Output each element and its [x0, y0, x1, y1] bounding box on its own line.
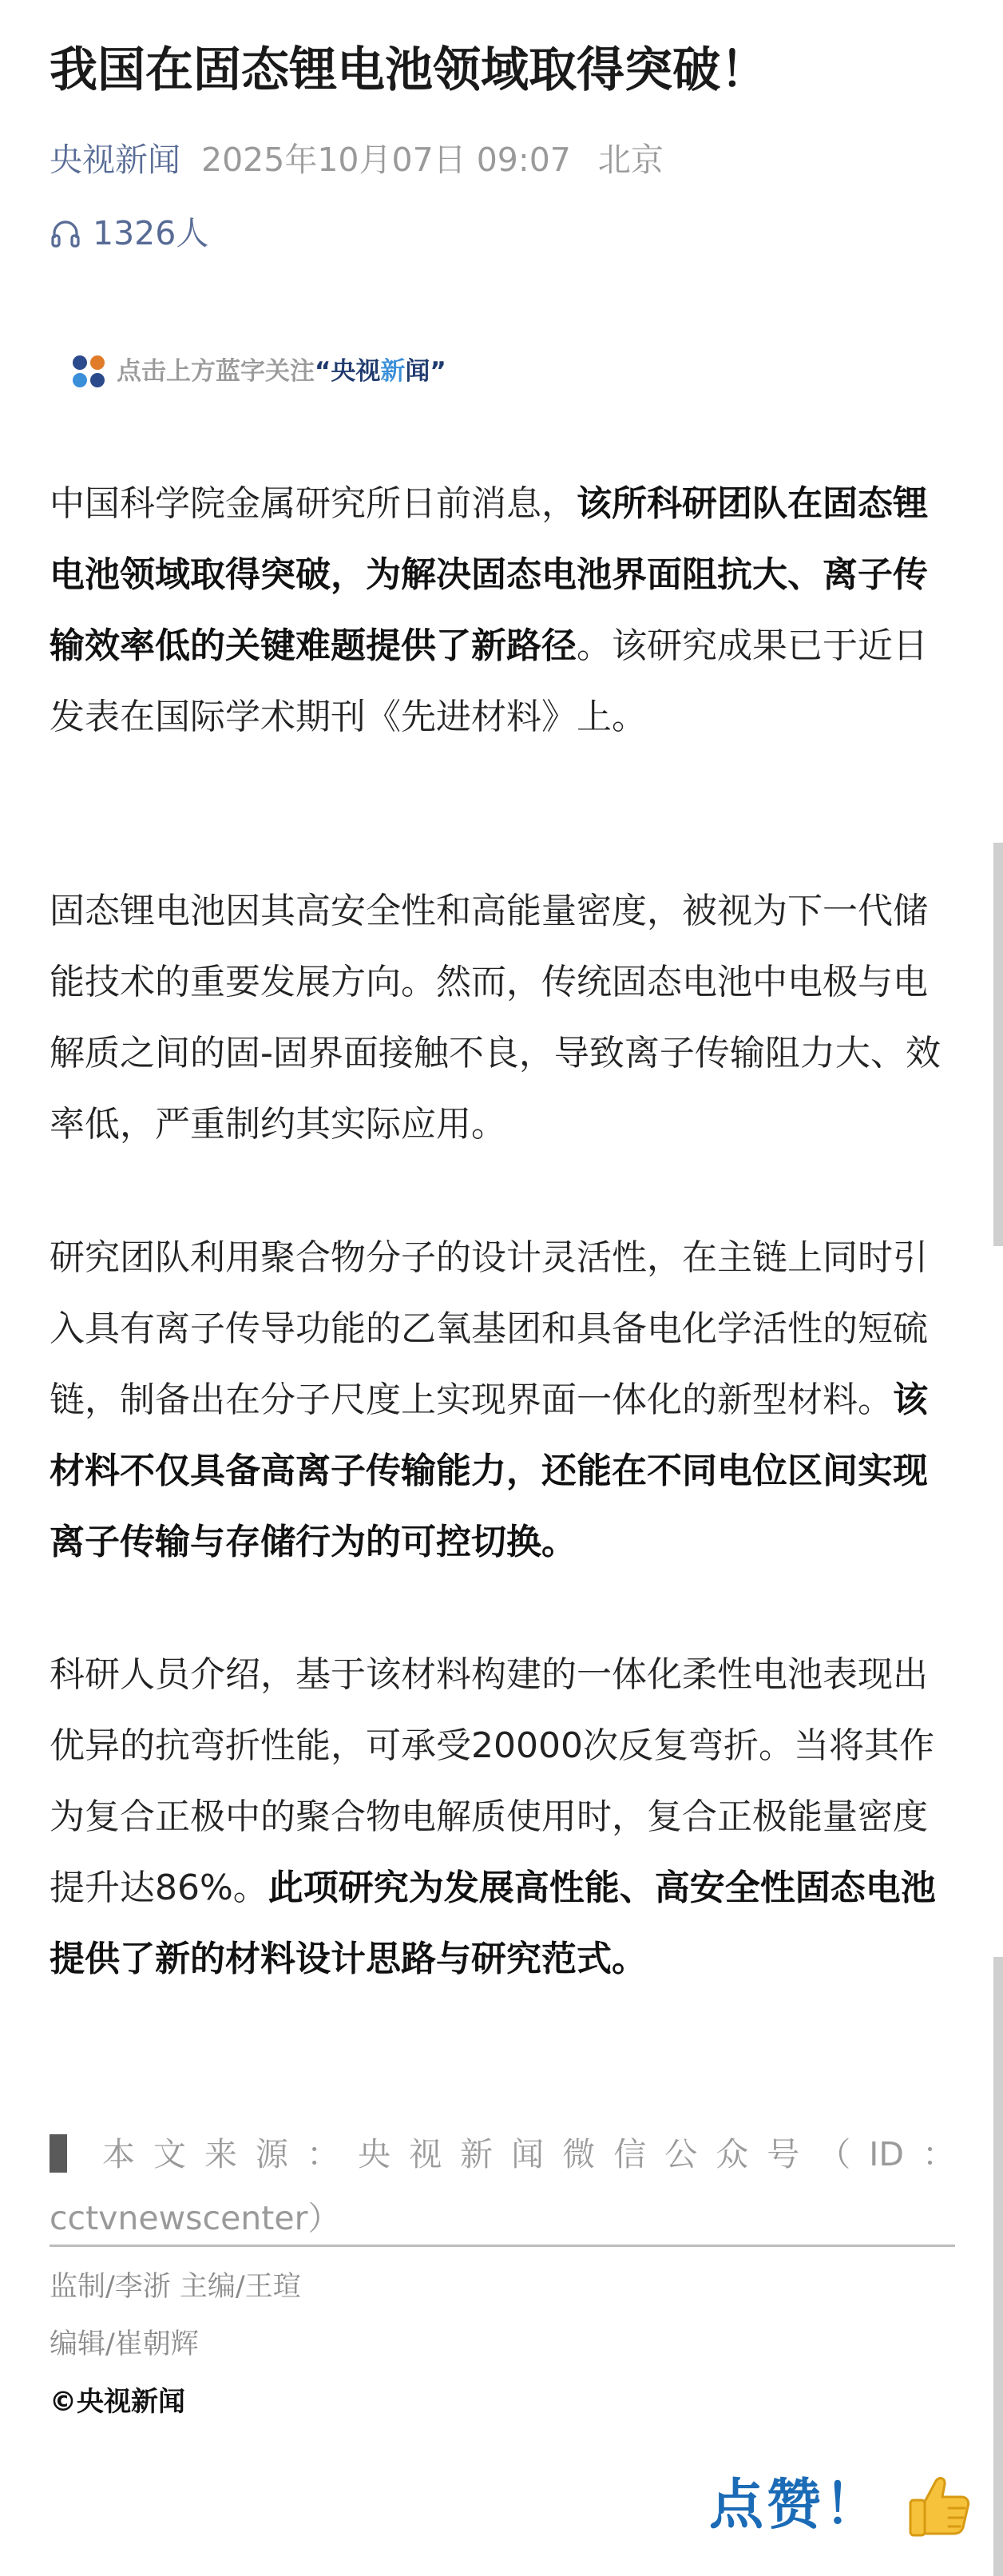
text-segment: 中国科学院金属研究所日前消息，: [50, 483, 577, 524]
follow-banner: [69, 351, 446, 391]
bold-text-segment: 此项研究为发展高性能、高安全性固态电池提供了新的材料设计思路与研究范式。: [50, 1868, 936, 1979]
divider: [50, 2245, 955, 2247]
source-line-2: cctvnewscenter）: [50, 2199, 341, 2237]
cctv-logo-icon: [69, 351, 109, 391]
source-line-1: 本文来源：央视新闻微信公众号（ID：: [102, 2135, 955, 2173]
paragraph-3: [50, 1222, 955, 1578]
text-segment: 固态锂电池因其高安全性和高能量密度，被视为下一代储能技术的重要发展方向。然而，传统固态电池中电极与电解质之间的固-固界面接触不良，导致离子传输阻力大、效率低，严重制约其实际应用。: [50, 891, 941, 1145]
like-label: 点赞！: [709, 2474, 882, 2537]
article-meta: [50, 136, 664, 184]
banner-quote-close: ”: [430, 357, 446, 386]
scrollbar-track-segment[interactable]: [993, 1957, 1003, 2576]
scrollbar-thumb[interactable]: [993, 843, 1003, 1246]
banner-quote-open: “: [315, 357, 331, 386]
banner-brand-a: 央视: [331, 357, 381, 386]
credits-line-1: 监制/李浙 主编/王瑄: [50, 2271, 301, 2303]
text-segment: 科研人员介绍，基于该材料构建的一体化柔性电池表现出优异的抗弯折性能，可承受20000次反复弯折。当将其作为复合正极中的聚合物电解质使用时，复合正极能量密度提升达86%。: [50, 1654, 934, 1908]
article-title: 我国在固态锂电池领域取得突破！: [50, 42, 768, 98]
banner-text: 点击上方蓝字关注: [117, 357, 315, 386]
paragraph-2: [50, 875, 955, 1160]
source-marker: [50, 2134, 67, 2173]
copyright: ©央视新闻: [50, 2386, 185, 2418]
thumbs-up-icon: [902, 2470, 974, 2542]
publish-date: 2025年10月07日 09:07: [201, 141, 571, 179]
credits-line-2: 编辑/崔朝辉: [50, 2328, 199, 2360]
bold-text-segment: 该所科研团队在固态锂电池领域取得突破，为解决固态电池界面阻抗大、离子传输效率低的关键难题提供了新路径: [50, 483, 928, 666]
banner-brand-b: 新: [380, 357, 406, 386]
publish-location: 北京: [597, 141, 664, 179]
like-button[interactable]: [709, 2470, 974, 2542]
listen-button[interactable]: [50, 209, 208, 257]
bold-text-segment: 该材料不仅具备高离子传输能力，还能在不同电位区间实现离子传输与存储行为的可控切换。: [50, 1379, 928, 1562]
banner-brand-c: 闻: [405, 357, 430, 386]
headphones-icon: [50, 217, 81, 249]
paragraph-4: [50, 1639, 955, 1995]
paragraph-1: [50, 468, 955, 752]
listener-count: 1326人: [93, 214, 209, 252]
text-segment: 研究团队利用聚合物分子的设计灵活性，在主链上同时引入具有离子传导功能的乙氧基团和具备电化学活性的短硫链，制备出在分子尺度上实现界面一体化的新型材料。: [50, 1237, 928, 1420]
text-segment: 。该研究成果已于近日发表在国际学术期刊《先进材料》上。: [50, 625, 928, 737]
source-account-link[interactable]: 央视新闻: [50, 141, 180, 179]
